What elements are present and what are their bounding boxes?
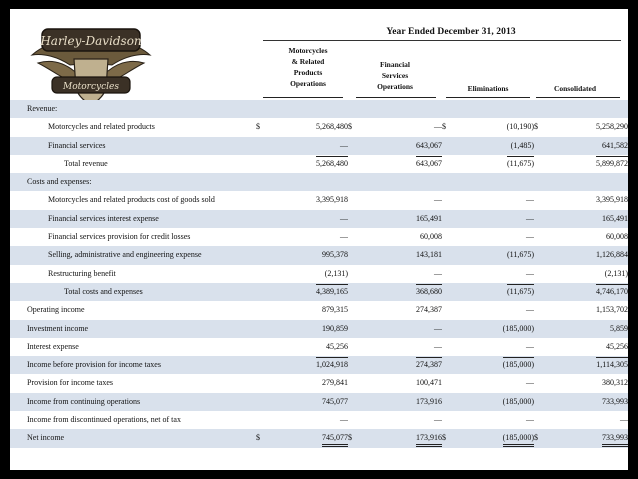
amount-cell <box>362 283 442 301</box>
amount-value: 173,916 <box>416 431 442 447</box>
amount-cell <box>548 118 628 136</box>
table-row <box>10 173 628 191</box>
harley-davidson-logo <box>28 19 154 111</box>
table-row <box>10 100 628 118</box>
amount-cell <box>362 393 442 411</box>
amount-value: — <box>340 232 348 242</box>
amount-value: — <box>620 415 628 425</box>
amount-value: — <box>526 195 534 205</box>
row-label: Provision for income taxes <box>27 378 113 388</box>
currency-symbol: $ <box>442 122 446 132</box>
table-row <box>10 338 628 356</box>
currency-symbol <box>256 411 270 429</box>
amount-cell <box>270 265 348 283</box>
currency-symbol: $ <box>348 122 352 132</box>
amount-cell <box>456 210 534 228</box>
amount-cell <box>548 137 628 155</box>
currency-symbol <box>534 191 548 209</box>
amount-cell <box>456 320 534 338</box>
amount-cell <box>362 320 442 338</box>
amount-cell <box>548 191 628 209</box>
amount-value: — <box>434 415 442 425</box>
amount-value: 643,067 <box>416 140 442 150</box>
amount-cell <box>456 283 534 301</box>
currency-symbol <box>256 301 270 319</box>
amount-cell <box>456 191 534 209</box>
amount-cell <box>548 173 628 191</box>
currency-symbol <box>534 320 548 338</box>
table-row <box>10 283 628 301</box>
amount-value: (185,000) <box>503 357 534 371</box>
amount-cell <box>362 100 442 118</box>
amount-cell <box>456 100 534 118</box>
amount-value: 1,126,884 <box>596 250 628 260</box>
amount-cell <box>270 228 348 246</box>
currency-symbol <box>348 228 362 246</box>
currency-symbol <box>256 173 270 191</box>
currency-symbol: $ <box>442 429 456 447</box>
amount-cell <box>270 374 348 392</box>
currency-symbol <box>534 210 548 228</box>
amount-value: 5,899,872 <box>596 156 628 170</box>
row-label: Restructuring benefit <box>48 268 116 278</box>
amount-value: 3,395,918 <box>316 195 348 205</box>
svg-text:Harley-Davidson: Harley-Davidson <box>40 34 142 48</box>
currency-symbol <box>442 246 456 264</box>
currency-symbol <box>534 228 548 246</box>
amount-cell <box>548 228 628 246</box>
currency-symbol <box>348 411 362 429</box>
column-header-consolidated: Consolidated <box>553 84 597 93</box>
period-title-rule <box>263 40 621 41</box>
amount-cell <box>456 173 534 191</box>
amount-cell <box>548 265 628 283</box>
table-row <box>10 429 628 447</box>
amount-value: 745,077 <box>322 396 348 406</box>
amount-value: 45,256 <box>326 341 348 351</box>
currency-symbol <box>534 137 548 155</box>
amount-value: 5,268,480 <box>316 122 348 132</box>
amount-value: 995,378 <box>322 250 348 260</box>
amount-cell <box>456 137 534 155</box>
slide-frame <box>10 9 628 470</box>
currency-symbol: $ <box>256 122 260 132</box>
amount-cell <box>362 246 442 264</box>
amount-value: (185,000) <box>502 396 534 406</box>
column-rule <box>356 97 436 98</box>
amount-cell <box>362 191 442 209</box>
amount-value: (11,675) <box>506 250 534 260</box>
amount-value: 368,680 <box>416 284 442 298</box>
amount-cell <box>270 191 348 209</box>
amount-cell <box>548 210 628 228</box>
row-label: Operating income <box>27 305 85 315</box>
amount-cell <box>270 338 348 356</box>
currency-symbol <box>442 100 456 118</box>
row-label: Revenue: <box>10 100 256 118</box>
column-rule <box>446 97 530 98</box>
amount-value: 1,114,305 <box>596 357 628 371</box>
currency-symbol <box>534 173 548 191</box>
amount-value: — <box>340 213 348 223</box>
amount-value: 100,471 <box>416 378 442 388</box>
currency-symbol <box>256 191 270 209</box>
amount-value: — <box>340 140 348 150</box>
income-statement-table <box>10 100 628 448</box>
amount-cell <box>362 265 442 283</box>
currency-symbol <box>534 265 548 283</box>
column-rule <box>536 97 620 98</box>
amount-value: 1,024,918 <box>316 357 348 371</box>
amount-cell <box>270 301 348 319</box>
amount-value: 274,387 <box>416 357 442 371</box>
amount-value: 733,993 <box>602 431 628 447</box>
column-header-eliminations: Eliminations <box>467 84 509 93</box>
amount-value: 5,859 <box>610 323 628 333</box>
currency-symbol <box>534 356 548 374</box>
income-statement-body <box>10 100 628 448</box>
amount-value: 173,916 <box>416 396 442 406</box>
currency-symbol <box>348 356 362 374</box>
currency-symbol <box>534 301 548 319</box>
table-row <box>10 265 628 283</box>
amount-cell <box>270 429 348 447</box>
row-label: Income before provision for income taxes <box>10 356 256 374</box>
amount-value: — <box>434 341 442 351</box>
currency-symbol <box>442 173 456 191</box>
amount-cell <box>548 411 628 429</box>
amount-value: (185,000) <box>503 431 534 447</box>
amount-value: — <box>526 232 534 242</box>
currency-symbol <box>256 320 270 338</box>
amount-value: — <box>526 305 534 315</box>
amount-value: 4,746,170 <box>596 284 628 298</box>
amount-cell <box>362 210 442 228</box>
row-label: Interest expense <box>27 341 79 351</box>
amount-cell <box>548 100 628 118</box>
amount-cell <box>548 301 628 319</box>
currency-symbol <box>348 137 362 155</box>
amount-cell <box>456 265 534 283</box>
amount-cell <box>270 100 348 118</box>
currency-symbol <box>534 155 548 173</box>
currency-symbol <box>348 210 362 228</box>
amount-value: (2,131) <box>604 268 628 278</box>
amount-value: 274,387 <box>416 305 442 315</box>
table-row <box>10 228 628 246</box>
amount-cell <box>456 301 534 319</box>
amount-cell <box>548 356 628 374</box>
table-row <box>10 411 628 429</box>
currency-symbol <box>256 393 270 411</box>
amount-value: 380,312 <box>602 378 628 388</box>
amount-value: 165,491 <box>602 213 628 223</box>
amount-value: 733,993 <box>602 396 628 406</box>
table-row <box>10 118 628 136</box>
amount-cell <box>270 246 348 264</box>
currency-symbol <box>256 374 270 392</box>
amount-cell <box>362 374 442 392</box>
amount-cell <box>456 429 534 447</box>
amount-cell <box>548 320 628 338</box>
amount-value: — <box>526 341 534 351</box>
table-row <box>10 246 628 264</box>
amount-cell <box>362 228 442 246</box>
amount-value: — <box>434 122 442 132</box>
amount-value: — <box>526 213 534 223</box>
amount-cell <box>270 320 348 338</box>
currency-symbol <box>256 228 270 246</box>
amount-cell <box>270 356 348 374</box>
amount-cell <box>362 429 442 447</box>
amount-value: — <box>434 268 442 278</box>
currency-symbol <box>256 246 270 264</box>
amount-cell <box>548 155 628 173</box>
currency-symbol <box>534 338 548 356</box>
currency-symbol <box>534 246 548 264</box>
row-label: Income from continuing operations <box>10 393 256 411</box>
amount-value: — <box>526 268 534 278</box>
column-header-financial-services: Financial Services Operations <box>377 60 413 91</box>
amount-cell <box>548 283 628 301</box>
amount-value: 60,008 <box>420 232 442 242</box>
amount-value: 5,268,480 <box>316 156 348 170</box>
amount-cell <box>456 228 534 246</box>
amount-value: (10,190) <box>506 122 534 132</box>
table-row <box>10 191 628 209</box>
row-label: Motorcycles and related products cost of goods sold <box>48 195 215 205</box>
row-label: Financial services <box>10 137 256 155</box>
amount-cell <box>362 411 442 429</box>
column-rule <box>263 97 343 98</box>
amount-cell <box>270 155 348 173</box>
currency-symbol <box>256 356 270 374</box>
amount-cell <box>456 338 534 356</box>
table-row <box>10 137 628 155</box>
amount-cell <box>456 393 534 411</box>
amount-value: 745,077 <box>322 431 348 447</box>
currency-symbol <box>348 155 362 173</box>
amount-cell <box>270 283 348 301</box>
currency-symbol <box>256 338 270 356</box>
row-label: Income from discontinued operations, net of tax <box>27 415 181 425</box>
currency-symbol <box>348 374 362 392</box>
svg-text:Motorcycles: Motorcycles <box>63 82 119 92</box>
currency-symbol <box>442 265 456 283</box>
currency-symbol <box>442 393 456 411</box>
amount-value: 45,256 <box>606 341 628 351</box>
amount-value: (11,675) <box>507 284 534 298</box>
currency-symbol <box>534 393 548 411</box>
currency-symbol <box>442 320 456 338</box>
currency-symbol <box>442 301 456 319</box>
row-label: Net income <box>10 429 256 447</box>
amount-cell <box>548 393 628 411</box>
currency-symbol <box>256 137 270 155</box>
table-row <box>10 301 628 319</box>
amount-value: 3,395,918 <box>596 195 628 205</box>
bar-and-shield-logo-icon <box>28 19 154 111</box>
currency-symbol <box>442 356 456 374</box>
currency-symbol <box>442 137 456 155</box>
currency-symbol <box>534 374 548 392</box>
amount-cell <box>362 173 442 191</box>
amount-cell <box>270 411 348 429</box>
currency-symbol <box>442 283 456 301</box>
currency-symbol <box>442 411 456 429</box>
amount-value: 279,841 <box>322 378 348 388</box>
amount-cell <box>548 374 628 392</box>
amount-cell <box>270 393 348 411</box>
amount-value: 4,389,165 <box>316 284 348 298</box>
table-row <box>10 374 628 392</box>
amount-value: 60,008 <box>606 232 628 242</box>
currency-symbol <box>534 411 548 429</box>
currency-symbol: $ <box>256 429 270 447</box>
amount-value: (185,000) <box>502 323 534 333</box>
amount-cell <box>362 155 442 173</box>
row-label: Total costs and expenses <box>10 283 256 301</box>
amount-cell <box>548 338 628 356</box>
amount-cell <box>362 118 442 136</box>
currency-symbol <box>256 265 270 283</box>
amount-cell <box>456 374 534 392</box>
amount-value: 190,859 <box>322 323 348 333</box>
currency-symbol <box>534 100 548 118</box>
amount-value: (11,675) <box>507 156 534 170</box>
amount-value: (1,485) <box>510 140 534 150</box>
amount-value: — <box>340 415 348 425</box>
amount-cell <box>270 137 348 155</box>
column-header-motorcycles: Motorcycles & Related Products Operations <box>288 46 328 88</box>
currency-symbol <box>256 210 270 228</box>
currency-symbol <box>348 320 362 338</box>
table-row <box>10 356 628 374</box>
currency-symbol <box>348 393 362 411</box>
table-row <box>10 155 628 173</box>
currency-symbol <box>348 100 362 118</box>
currency-symbol <box>442 155 456 173</box>
amount-value: 5,258,290 <box>596 122 628 132</box>
amount-cell <box>456 118 534 136</box>
row-label: Investment income <box>10 320 256 338</box>
row-label: Selling, administrative and engineering expense <box>10 246 256 264</box>
currency-symbol <box>348 246 362 264</box>
currency-symbol <box>348 191 362 209</box>
amount-cell <box>362 338 442 356</box>
amount-value: — <box>526 415 534 425</box>
currency-symbol <box>348 338 362 356</box>
row-label: Costs and expenses: <box>10 173 256 191</box>
amount-cell <box>456 246 534 264</box>
currency-symbol <box>348 301 362 319</box>
amount-cell <box>362 137 442 155</box>
row-label: Motorcycles and related products <box>48 122 155 132</box>
amount-cell <box>456 155 534 173</box>
amount-value: 643,067 <box>416 156 442 170</box>
row-label: Total revenue <box>64 158 108 168</box>
amount-cell <box>270 118 348 136</box>
table-row <box>10 393 628 411</box>
row-label: Financial services provision for credit losses <box>48 232 191 242</box>
table-row <box>10 320 628 338</box>
amount-value: — <box>526 378 534 388</box>
currency-symbol <box>442 374 456 392</box>
currency-symbol <box>442 191 456 209</box>
amount-cell <box>362 301 442 319</box>
amount-cell <box>456 411 534 429</box>
amount-value: 165,491 <box>416 213 442 223</box>
currency-symbol <box>348 173 362 191</box>
table-row <box>10 210 628 228</box>
amount-value: 143,181 <box>416 250 442 260</box>
currency-symbol: $ <box>534 429 548 447</box>
amount-value: 1,153,702 <box>596 305 628 315</box>
currency-symbol <box>256 283 270 301</box>
amount-value: 879,315 <box>322 305 348 315</box>
currency-symbol <box>348 265 362 283</box>
currency-symbol <box>256 100 270 118</box>
amount-value: 641,582 <box>602 140 628 150</box>
amount-cell <box>548 246 628 264</box>
currency-symbol <box>442 210 456 228</box>
currency-symbol <box>348 283 362 301</box>
amount-value: — <box>434 323 442 333</box>
amount-cell <box>456 356 534 374</box>
period-title: Year Ended December 31, 2013 <box>386 27 516 37</box>
currency-symbol <box>442 228 456 246</box>
currency-symbol <box>256 155 270 173</box>
row-label: Financial services interest expense <box>10 210 256 228</box>
amount-cell <box>270 173 348 191</box>
amount-cell <box>548 429 628 447</box>
amount-value: (2,131) <box>324 268 348 278</box>
currency-symbol <box>442 338 456 356</box>
currency-symbol: $ <box>348 429 362 447</box>
currency-symbol: $ <box>534 122 538 132</box>
amount-value: — <box>434 195 442 205</box>
amount-cell <box>362 356 442 374</box>
amount-cell <box>270 210 348 228</box>
currency-symbol <box>534 283 548 301</box>
